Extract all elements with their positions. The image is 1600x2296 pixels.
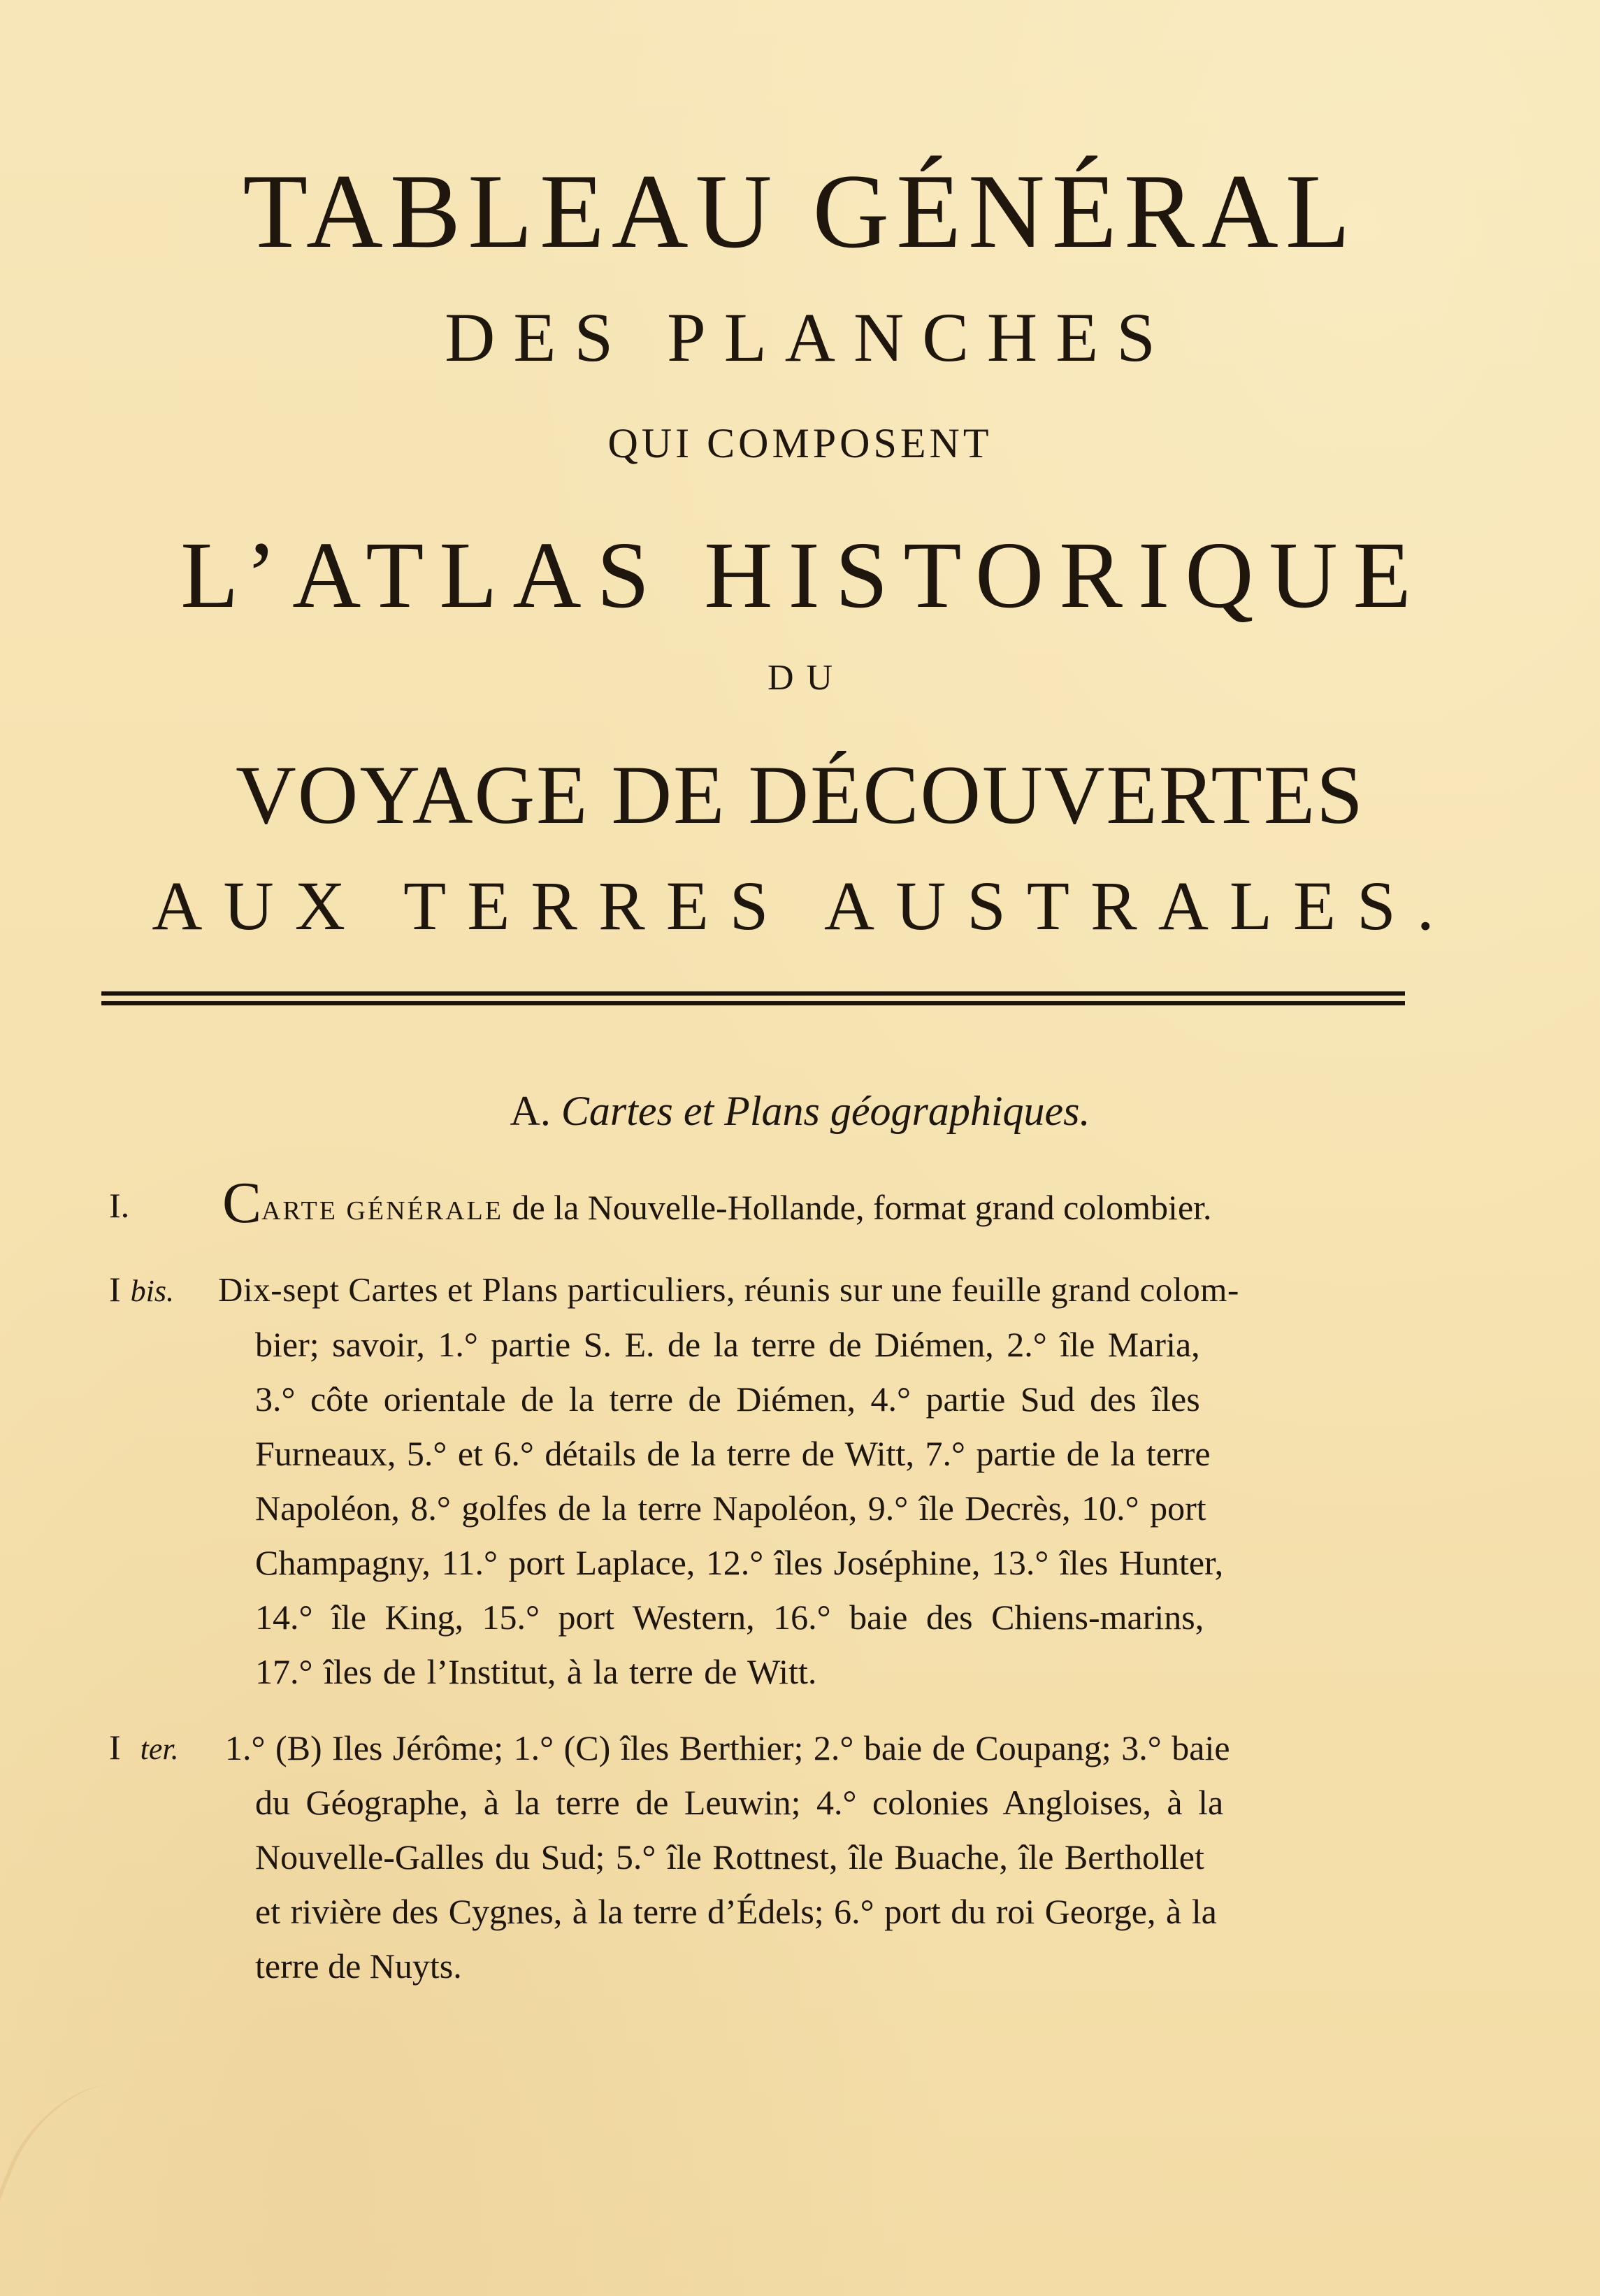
rule-top	[101, 991, 1405, 996]
title-line-3: QUI COMPOSENT	[607, 420, 993, 466]
title-line-1: TABLEAU GÉNÉRAL	[243, 152, 1357, 270]
entry-line: Champagny, 11.° port Laplace, 12.° îles Joséphine, 13.° îles Hunter,	[255, 1543, 1224, 1582]
title-line-4: L’ATLAS HISTORIQUE	[180, 523, 1427, 628]
section-letter: A.	[510, 1088, 551, 1134]
entry-line: du Géographe, à la terre de Leuwin; 4.° colonies Angloises, à la	[255, 1783, 1224, 1822]
entry-line: 17.° îles de l’Institut, à la terre de Witt.	[255, 1652, 817, 1691]
entry-number-text: I	[109, 1728, 121, 1767]
title-line-5: DU	[767, 658, 846, 698]
entry-line: terre de Nuyts.	[255, 1946, 462, 1986]
title-line-2: DES PLANCHES	[445, 299, 1174, 376]
entry-line: 1.° (B) Iles Jérôme; 1.° (C) îles Berthier; 2.° baie de Coupang; 3.° baie	[225, 1728, 1230, 1767]
entry-text: de la Nouvelle-Hollande, format grand colombier.	[503, 1188, 1212, 1227]
entry-number	[109, 1185, 129, 1226]
entry-line: et rivière des Cygnes, à la terre d’Édels; 6.° port du roi George, à la	[255, 1892, 1217, 1931]
entry-line	[222, 1170, 1212, 1235]
section-title: Cartes et Plans géographiques.	[561, 1088, 1090, 1134]
entry-line: Furneaux, 5.° et 6.° détails de la terre de Witt, 7.° partie de la terre	[255, 1434, 1211, 1473]
section-heading	[0, 1087, 1600, 1135]
small-caps-text: ARTE GÉNÉRALE	[261, 1196, 503, 1226]
entry-line: Dix-sept Cartes et Plans particuliers, réunis sur une feuille grand colom-	[218, 1270, 1239, 1309]
water-stain	[0, 2083, 229, 2296]
entry-number-text: I	[109, 1270, 121, 1309]
entry-line: 3.° côte orientale de la terre de Diémen, 4.° partie Sud des îles	[255, 1379, 1200, 1419]
entry-line: Napoléon, 8.° golfes de la terre Napoléon, 9.° île Decrès, 10.° port	[255, 1488, 1206, 1528]
entry-line: 14.° île King, 15.° port Western, 16.° baie des Chiens-marins,	[255, 1598, 1204, 1637]
drop-initial: C	[222, 1170, 262, 1235]
entry-suffix: bis.	[130, 1274, 175, 1308]
rule-bottom	[101, 1001, 1405, 1005]
title-line-7: AUX TERRES AUSTRALES.	[152, 867, 1455, 945]
entry-suffix: ter.	[140, 1732, 179, 1766]
entry-line: bier; savoir, 1.° partie S. E. de la terre de Diémen, 2.° île Maria,	[255, 1325, 1200, 1364]
double-rule-divider	[101, 991, 1405, 1007]
entry-number-text: I.	[109, 1186, 130, 1225]
entry-number	[109, 1269, 174, 1310]
title-line-6: VOYAGE DE DÉCOUVERTES	[236, 748, 1364, 841]
entry-number	[109, 1727, 179, 1767]
entry-line: Nouvelle-Galles du Sud; 5.° île Rottnest, île Buache, île Berthollet	[255, 1837, 1204, 1877]
